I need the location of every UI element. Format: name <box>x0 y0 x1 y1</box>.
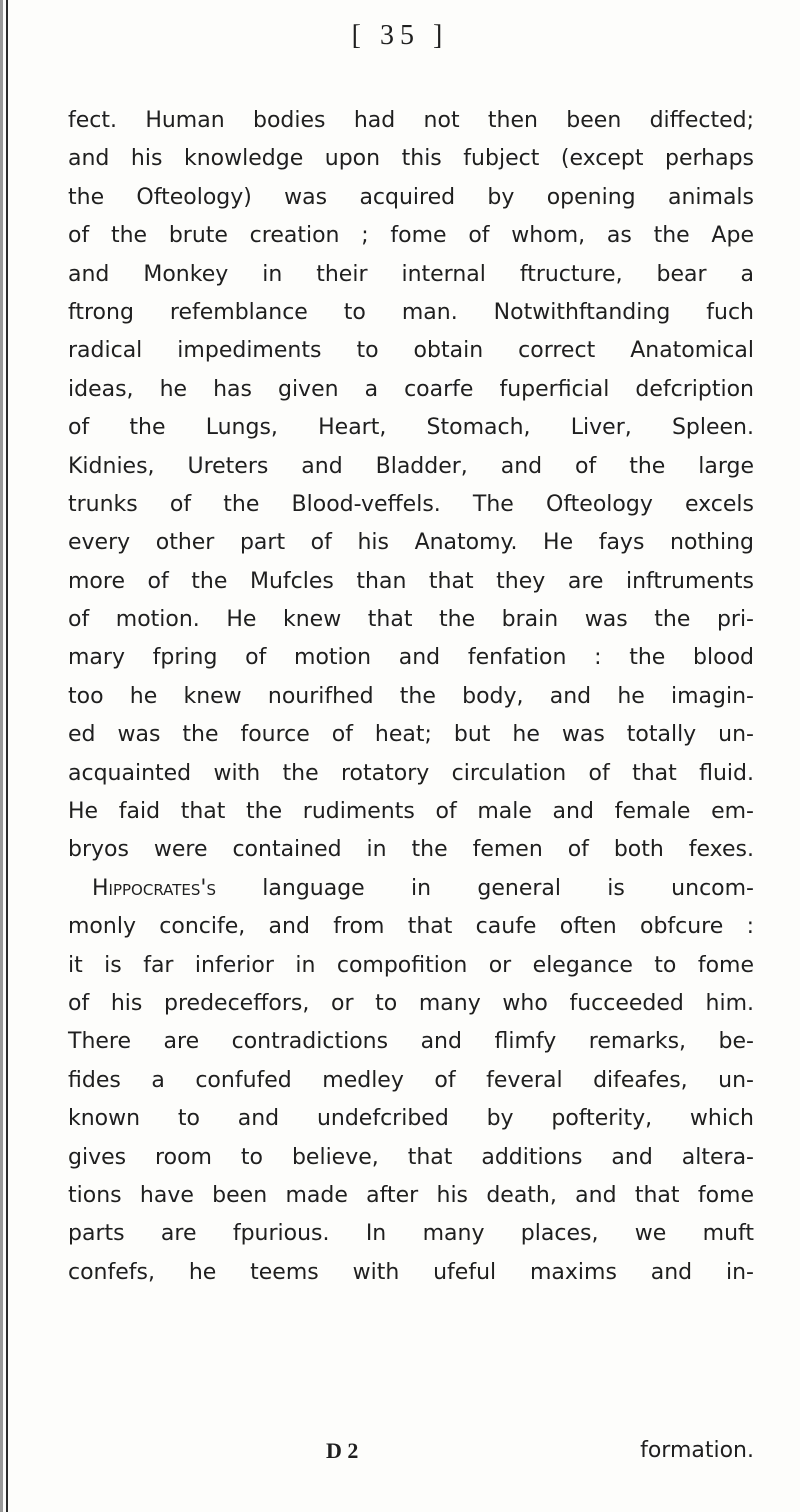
text-line: fect. Human bodies had not then been diffected; <box>68 108 754 133</box>
text-line: the Ofteology) was acquired by opening animals <box>68 184 754 210</box>
text-line: trunks of the Blood-veffels. The Ofteology excels <box>68 491 754 517</box>
text-line: too he knew nourifhed the body, and he imagin- <box>68 683 754 709</box>
text-line: fides a confufed medley of feveral difeafes, un- <box>68 1067 754 1093</box>
text-line: There are contradictions and flimfy remarks, be- <box>68 1029 754 1055</box>
text-line: every other part of his Anatomy. He fays nothing <box>68 530 754 556</box>
hippocrates-name: Hippocrates's <box>92 875 216 901</box>
text-line: of the Lungs, Heart, Stomach, Liver, Spleen. <box>68 415 754 441</box>
page-edge-line <box>6 0 8 1512</box>
page-number: [ 35 ] <box>351 20 449 51</box>
text-line: of the brute creation ; fome of whom, as the Ape <box>68 223 754 249</box>
text-line: tions have been made after his death, and that fome <box>68 1182 754 1208</box>
text-line: monly concife, and from that caufe often obfcure : <box>68 914 754 940</box>
signature-mark: D 2 <box>326 1438 359 1463</box>
text-line: of motion. He knew that the brain was the pri- <box>68 607 754 633</box>
body-text <box>68 102 754 1292</box>
text-line: parts are fpurious. In many places, we muft <box>68 1221 754 1247</box>
paragraph-start-line <box>68 870 754 908</box>
text-line: radical impediments to obtain correct Anatomical <box>68 338 754 364</box>
text-line: and his knowledge upon this fubject (except perhaps <box>68 146 754 172</box>
text-line: He faid that the rudiments of male and female em- <box>68 799 754 825</box>
text-line: more of the Mufcles than that they are inftruments <box>68 568 754 594</box>
catchword: formation. <box>640 1438 754 1463</box>
text-line: known to and undefcribed by pofterity, which <box>68 1106 754 1132</box>
page-footer <box>68 1432 754 1470</box>
text-line: and Monkey in their internal ftructure, bear a <box>68 261 754 287</box>
text-line: Kidnies, Ureters and Bladder, and of the large <box>68 453 754 479</box>
page-edge-shadow <box>0 0 3 1512</box>
text-line: of his predeceffors, or to many who fucceeded him. <box>68 990 754 1016</box>
text-line: bryos were contained in the femen of both fexes. <box>68 837 754 863</box>
text-line: mary fpring of motion and fenfation : the blood <box>68 645 754 671</box>
text-line: gives room to believe, that additions and altera- <box>68 1144 754 1170</box>
text-line: acquainted with the rotatory circulation of that fluid. <box>68 760 754 786</box>
text-line: ideas, he has given a coarfe fuperficial defcription <box>68 376 754 402</box>
text-line: it is far inferior in compofition or elegance to fome <box>68 952 754 978</box>
text-line: ed was the fource of heat; but he was totally un- <box>68 722 754 748</box>
text-line: confefs, he teems with ufeful maxims and in- <box>68 1259 754 1285</box>
text-line-rest: language in general is uncom- <box>215 875 754 901</box>
text-line: ftrong refemblance to man. Notwithftanding fuch <box>68 299 754 325</box>
